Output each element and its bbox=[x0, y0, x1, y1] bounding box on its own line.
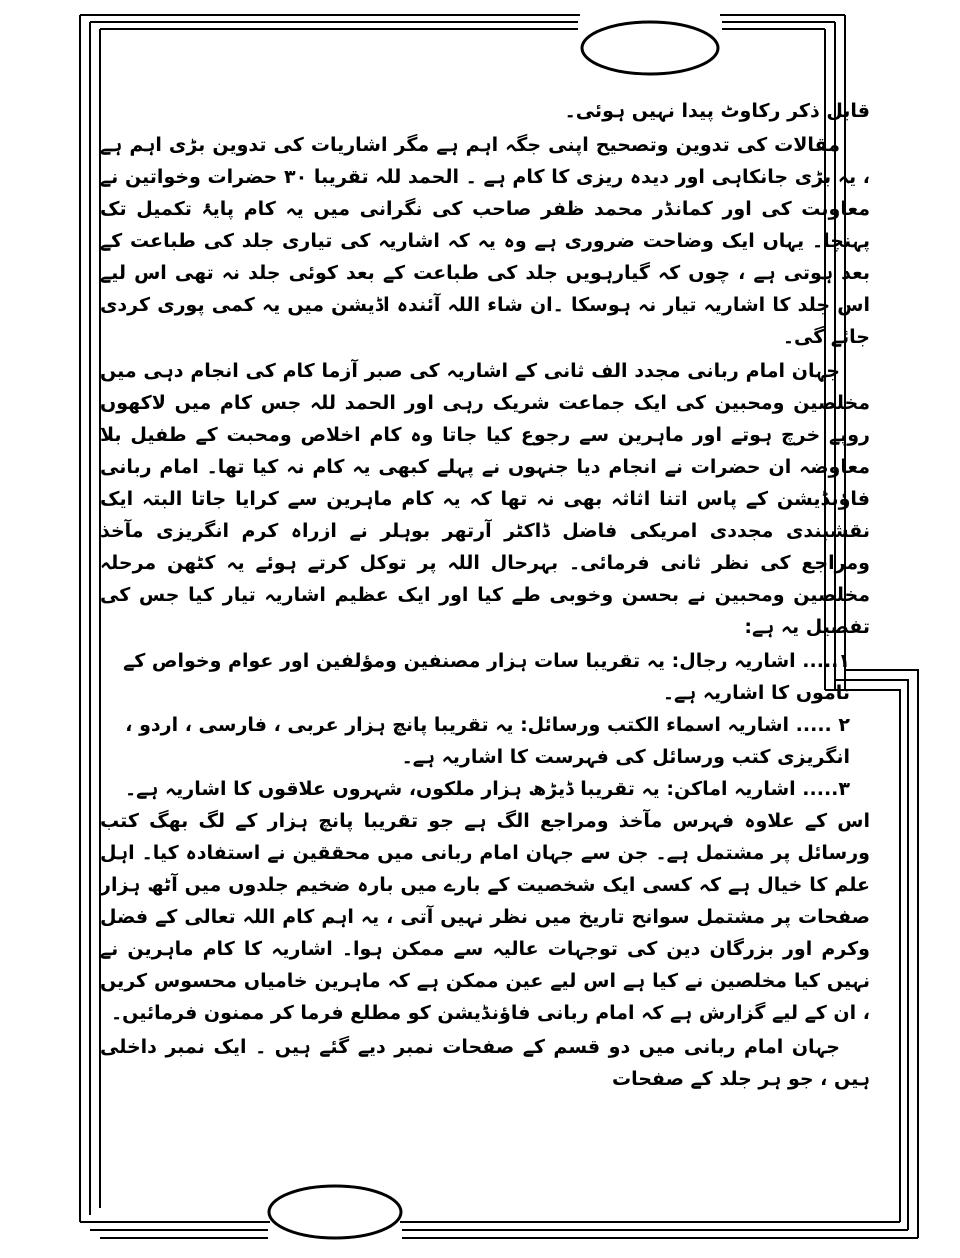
paragraph-sources: اس کے علاوہ فہرس مآخذ ومراجع الگ ہے جو تقریبا پانچ ہزار کے لگ بھگ کتب ورسائل پر مشتمل ہے۔ جن سے جہان امام ربانی میں محققین نے استفادہ کیا۔ اہل علم کا خیال ہے کہ کسی ایک شخصیت کے بارے میں بارہ ضخیم جلدوں میں آٹھ ہزار صفحات پر مشتمل سوانح تاریخ میں نظر نہیں آتی ، یہ اہم کام اللہ تعالی کے فضل وکرم اور بزرگان دین کی توجہات عالیہ سے ممکن ہوا۔ اشاریہ کا کام ماہرین نے نہیں کیا مخلصین نے کیا ہے اس لیے عین ممکن ہے کہ ماہرین خامیاں محسوس کریں ، ان کے لیے گزارش ہے کہ امام ربانی فاؤنڈیشن کو مطلع فرما کر ممنون فرمائیں۔ bbox=[100, 810, 870, 1024]
list-item-rijal: ۱..... اشاریہ رجال: یہ تقریبا سات ہزار مصنفین ومؤلفین اور عوام وخواص کے ناموں کا اشاریہ ہے۔ bbox=[123, 650, 850, 704]
paragraph-page-numbers: جہان امام ربانی میں دو قسم کے صفحات نمبر دیے گئے ہیں ۔ ایک نمبر داخلی ہیں ، جو ہر جلد کے صفحات bbox=[100, 1036, 870, 1090]
paragraph-index-team: جہان امام ربانی مجدد الف ثانی کے اشاریہ کی صبر آزما کام کی انجام دہی میں مخلصین ومحبین کی ایک جماعت شریک رہی اور الحمد للہ جس کام میں لاکھوں روپے خرچ ہوتے اور ماہرین سے رجوع کیا جاتا وہ کام اخلاص ومحبت کے طفیل بلا معاوضہ ان حضرات نے انجام دیا جنہوں نے پہلے کبھی یہ کام نہ کیا تھا۔ امام ربانی فاؤنڈیشن کے پاس اتنا اثاثہ بھی نہ تھا کہ یہ کام ماہرین سے کرایا جاتا البتہ ایک نقشبندی مجددی امریکی فاضل ڈاکٹر آرتھر بوہلر نے ازراہ کرم انگریزی مآخذ ومراجع کی نظر ثانی فرمائی۔ بہرحال اللہ پر توکل کرتے ہوئے یہ کٹھن مرحلہ مخلصین ومحبین نے بحسن وخوبی طے کیا اور ایک عظیم اشاریہ تیار کیا جس کی تفصیل یہ ہے: bbox=[100, 360, 870, 638]
paragraph-opening: قابل ذکر رکاوٹ پیدا نہیں ہوئی۔ bbox=[564, 100, 870, 122]
list-item-amakin: ۳..... اشاریہ اماکن: یہ تقریبا ڈیڑھ ہزار ملکوں، شہروں علاقوں کا اشاریہ ہے۔ bbox=[125, 778, 850, 800]
top-oval-ornament bbox=[582, 22, 718, 74]
urdu-text-body bbox=[100, 95, 870, 1097]
list-item-kutub: ۲ ..... اشاریہ اسماء الکتب ورسائل: یہ تقریبا پانچ ہزار عربی ، فارسی ، اردو ، انگریزی کتب ورسائل کی فہرست کا اشاریہ ہے۔ bbox=[125, 714, 850, 768]
paragraph-editing: مقالات کی تدوین وتصحیح اپنی جگہ اہم ہے مگر اشاریات کی تدوین بڑی اہم ہے ، یہ بڑی جانکاہی اور دیدہ ریزی کا کام ہے ۔ الحمد للہ تقریبا ۳۰ حضرات وخواتین نے معاونت کی اور کمانڈر محمد ظفر صاحب کی نگرانی میں یہ کام پایۂ تکمیل تک پہنچا۔ یہاں ایک وضاحت ضروری ہے وہ یہ کہ اشاریہ کی تیاری جلد کی طباعت کے بعد ہوتی ہے ، چوں کہ گیارہویں جلد کی طباعت کے بعد کوئی جلد نہ تھی اس لیے اس جلد کا اشاریہ تیار نہ ہوسکا ۔ان شاء اللہ آئندہ اڈیشن میں یہ کمی پوری کردی جائے گی۔ bbox=[100, 134, 870, 348]
bottom-oval-ornament bbox=[269, 1186, 401, 1238]
